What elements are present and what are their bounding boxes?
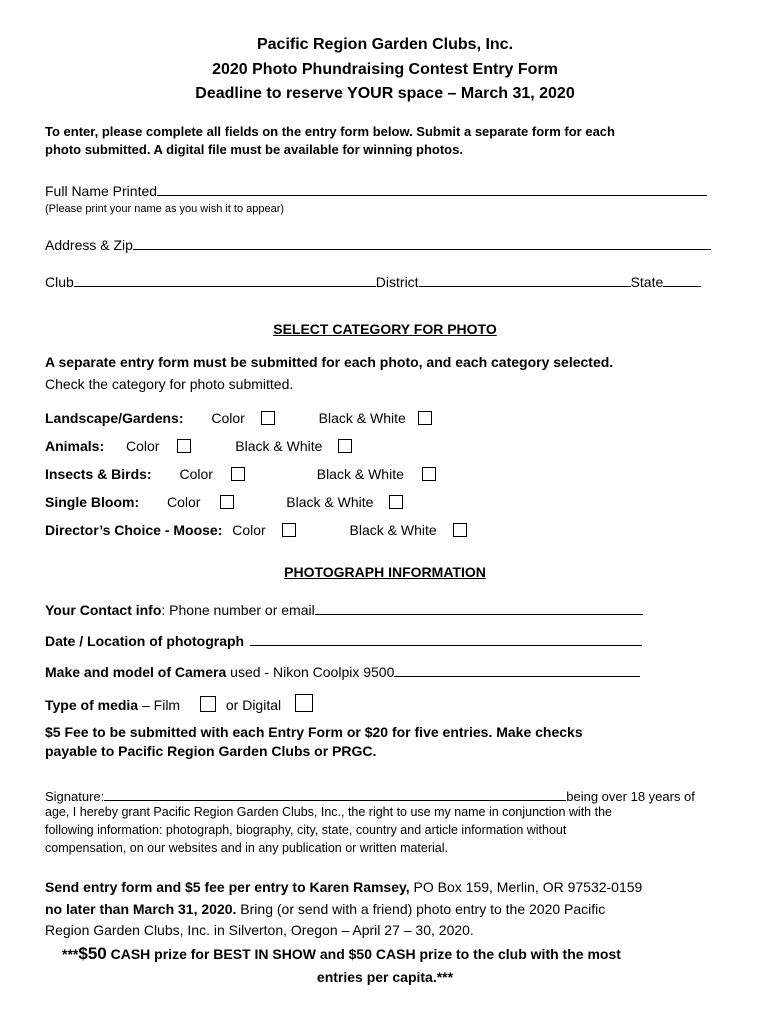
full-name-row bbox=[45, 182, 707, 199]
bw-checkbox[interactable] bbox=[422, 467, 436, 481]
camera-row bbox=[45, 663, 640, 680]
fee-line-1: $5 Fee to be submitted with each Entry Form or $20 for five entries. Make checks bbox=[45, 724, 583, 740]
category-label: Insects & Birds: bbox=[45, 466, 152, 482]
category-row-single-bloom bbox=[45, 494, 403, 510]
district-field[interactable] bbox=[419, 273, 631, 287]
category-note: Check the category for photo submitted. bbox=[45, 376, 294, 392]
camera-label: Make and model of Camera bbox=[45, 664, 227, 680]
full-name-hint: (Please print your name as you wish it to appear) bbox=[45, 203, 285, 215]
category-row-animals bbox=[45, 438, 352, 454]
film-checkbox[interactable] bbox=[200, 696, 216, 712]
bw-label: Black & White bbox=[349, 522, 437, 538]
deadline-title: Deadline to reserve YOUR space – March 31, 2020 bbox=[195, 85, 575, 102]
signature-field[interactable] bbox=[104, 787, 566, 801]
date-location-row bbox=[45, 632, 642, 649]
bw-label: Black & White bbox=[235, 438, 323, 454]
club-field[interactable] bbox=[74, 273, 376, 287]
prize-stars: *** bbox=[62, 946, 79, 962]
signature-suffix: being over 18 years of bbox=[566, 789, 695, 804]
contact-row bbox=[45, 601, 643, 618]
fee-line-2: payable to Pacific Region Garden Clubs or PRGC. bbox=[45, 743, 377, 759]
prize-amount: $50 bbox=[78, 944, 107, 963]
full-name-label: Full Name Printed bbox=[45, 183, 158, 199]
signature-label: Signature: bbox=[45, 789, 105, 804]
send-bold-2: no later than March 31, 2020. bbox=[45, 901, 237, 917]
state-field[interactable] bbox=[663, 273, 701, 287]
category-note-bold: A separate entry form must be submitted for each photo, and each category selected. bbox=[45, 354, 614, 370]
media-label: Type of media bbox=[45, 697, 139, 713]
bw-label: Black & White bbox=[286, 494, 374, 510]
color-label: Color bbox=[211, 410, 245, 426]
category-row-insects bbox=[45, 466, 436, 482]
send-rest-1: PO Box 159, Merlin, OR 97532-0159 bbox=[409, 879, 643, 895]
send-rest-2: Bring (or send with a friend) photo entry to the 2020 Pacific bbox=[236, 901, 606, 917]
prize-rest: CASH prize for BEST IN SHOW and $50 CASH prize to the club with the most bbox=[106, 946, 621, 962]
photo-heading: PHOTOGRAPH INFORMATION bbox=[284, 564, 486, 580]
date-location-label: Date / Location of photograph bbox=[45, 633, 245, 649]
digital-checkbox[interactable] bbox=[295, 694, 313, 712]
color-checkbox[interactable] bbox=[220, 495, 234, 509]
address-row bbox=[45, 236, 711, 253]
color-label: Color bbox=[126, 438, 160, 454]
category-row-landscape bbox=[45, 410, 432, 426]
color-checkbox[interactable] bbox=[177, 439, 191, 453]
date-location-field[interactable] bbox=[250, 632, 642, 646]
category-label: Animals: bbox=[45, 438, 105, 454]
signature-line-3: following information: photograph, biography, city, state, country and article information without bbox=[45, 823, 567, 837]
camera-field[interactable] bbox=[394, 663, 640, 677]
contact-field[interactable] bbox=[315, 601, 643, 615]
signature-line-2: age, I hereby grant Pacific Region Garden Clubs, Inc., the right to use my name in conjunction with the bbox=[45, 805, 612, 819]
form-title: 2020 Photo Phundraising Contest Entry Form bbox=[212, 61, 558, 78]
category-label: Landscape/Gardens: bbox=[45, 410, 184, 426]
media-digital-label: or Digital bbox=[225, 697, 282, 713]
prize-line-2: entries per capita.*** bbox=[316, 969, 454, 985]
contact-label: Your Contact info bbox=[45, 602, 162, 618]
full-name-field[interactable] bbox=[157, 182, 707, 196]
address-field[interactable] bbox=[133, 236, 711, 250]
send-bold-1: Send entry form and $5 fee per entry to Karen Ramsey, bbox=[45, 879, 410, 895]
intro-line-2: photo submitted. A digital file must be available for winning photos. bbox=[45, 142, 463, 157]
org-title: Pacific Region Garden Clubs, Inc. bbox=[256, 36, 514, 53]
bw-checkbox[interactable] bbox=[338, 439, 352, 453]
state-label: State bbox=[630, 274, 664, 290]
bw-checkbox[interactable] bbox=[389, 495, 403, 509]
category-label: Single Bloom: bbox=[45, 494, 140, 510]
bw-checkbox[interactable] bbox=[453, 523, 467, 537]
send-line-2 bbox=[45, 901, 605, 917]
prize-line-1 bbox=[62, 944, 621, 964]
signature-row bbox=[45, 787, 695, 804]
send-line-1 bbox=[45, 879, 642, 895]
contact-rest: : Phone number or email bbox=[161, 602, 315, 618]
camera-rest: used - Nikon Coolpix 9500 bbox=[226, 664, 395, 680]
signature-line-4: compensation, on our websites and in any publication or written material. bbox=[45, 841, 448, 855]
color-label: Color bbox=[232, 522, 266, 538]
color-checkbox[interactable] bbox=[231, 467, 245, 481]
media-row bbox=[45, 694, 313, 713]
category-row-directors-choice bbox=[45, 522, 467, 538]
club-row bbox=[45, 273, 701, 290]
intro-line-1: To enter, please complete all fields on the entry form below. Submit a separate form for each bbox=[45, 124, 615, 139]
media-film-label: – Film bbox=[138, 697, 181, 713]
district-label: District bbox=[375, 274, 419, 290]
bw-label: Black & White bbox=[316, 466, 404, 482]
category-heading: SELECT CATEGORY FOR PHOTO bbox=[273, 321, 497, 337]
address-label: Address & Zip bbox=[45, 237, 133, 253]
color-checkbox[interactable] bbox=[261, 411, 275, 425]
send-line-3: Region Garden Clubs, Inc. in Silverton, Oregon – April 27 – 30, 2020. bbox=[45, 922, 474, 938]
bw-checkbox[interactable] bbox=[418, 411, 432, 425]
bw-label: Black & White bbox=[318, 410, 406, 426]
color-checkbox[interactable] bbox=[282, 523, 296, 537]
club-label: Club bbox=[45, 274, 74, 290]
category-label: Director’s Choice - Moose: bbox=[45, 522, 223, 538]
color-label: Color bbox=[167, 494, 201, 510]
color-label: Color bbox=[179, 466, 213, 482]
